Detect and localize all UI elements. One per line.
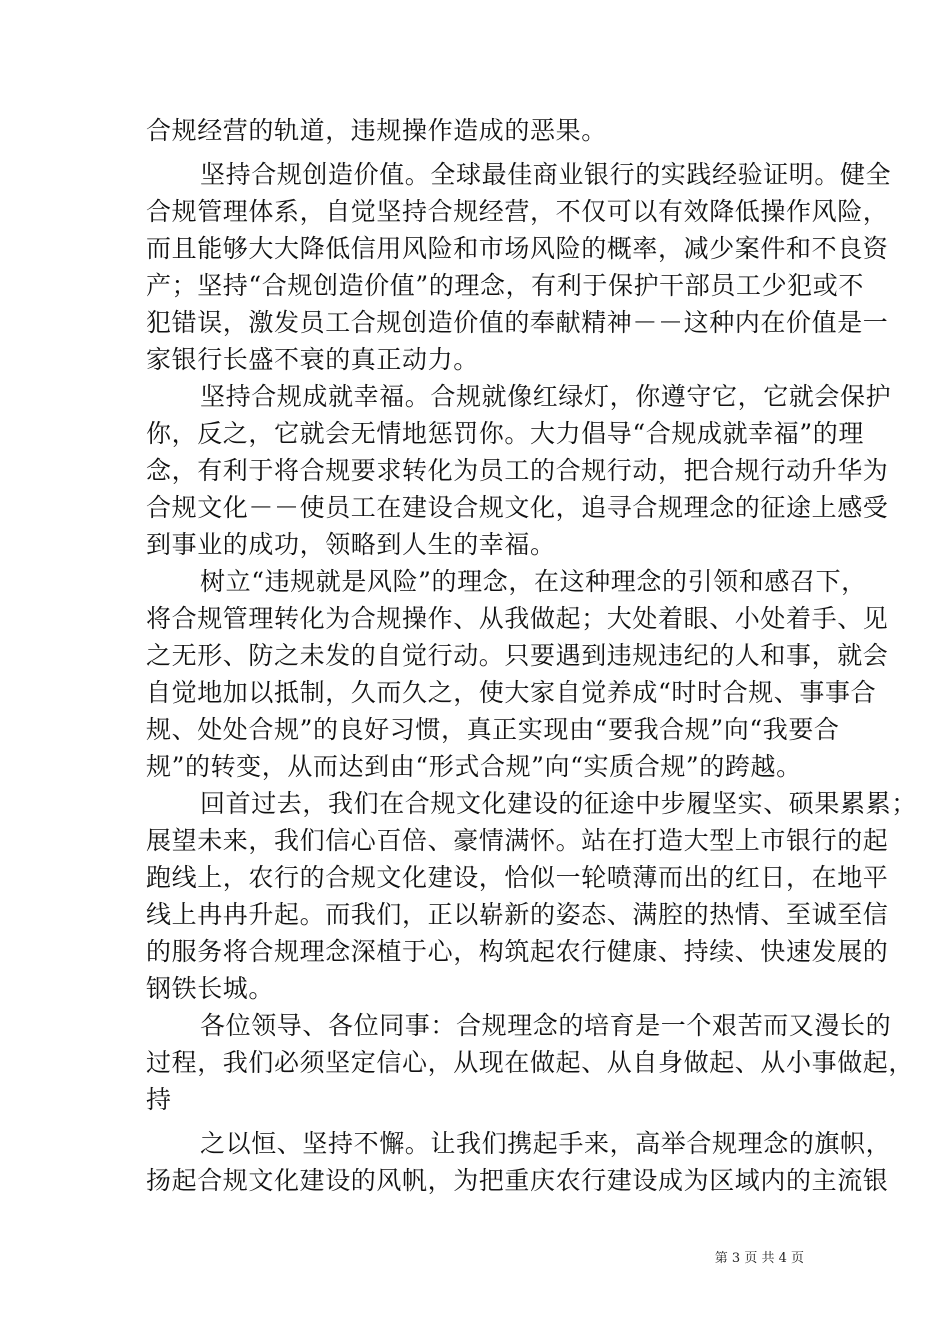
paragraph-first-line: 各位领导、各位同事：合规理念的培育是一个艰苦而又漫长的 [200,1011,892,1040]
text-line: 而且能够大大降低信用风险和市场风险的概率，减少案件和不良资 [146,234,889,263]
text-line: 扬起合规文化建设的风帆，为把重庆农行建设成为区域内的主流银 [146,1166,889,1195]
text-line: 自觉地加以抵制，久而久之，使大家自觉养成“时时合规、事事合 [146,678,877,707]
text-line: 持 [146,1085,172,1114]
text-line: 产；坚持“合规创造价值”的理念，有利于保护干部员工少犯或不 [146,271,864,300]
page-number: 第 3 页 共 4 页 [714,1251,804,1266]
text-line: 到事业的成功，领略到人生的幸福。 [146,530,556,559]
text-line: 的服务将合规理念深植于心，构筑起农行健康、持续、快速发展的 [146,937,889,966]
text-line: 展望未来，我们信心百倍、豪情满怀。站在打造大型上市银行的起 [146,826,889,855]
text-line: 之无形、防之未发的自觉行动。只要遇到违规违纪的人和事，就会 [146,641,889,670]
paragraph-first-line: 坚持合规创造价值。全球最佳商业银行的实践经验证明。健全 [200,160,892,189]
text-line: 合规管理体系，自觉坚持合规经营，不仅可以有效降低操作风险， [146,197,889,226]
paragraph-first-line: 之以恒、坚持不懈。让我们携起手来，高举合规理念的旗帜， [200,1129,892,1158]
text-line: 犯错误，激发员工合规创造价值的奉献精神－－这种内在价值是一 [146,308,889,337]
text-line: 钢铁长城。 [146,974,275,1003]
paragraph-first-line: 回首过去，我们在合规文化建设的征途中步履坚实、硕果累累； [200,789,917,818]
text-line: 家银行长盛不衰的真正动力。 [146,345,479,374]
text-line: 规、处处合规”的良好习惯，真正实现由“要我合规”向“我要合 [146,715,840,744]
text-line: 合规文化－－使员工在建设合规文化，追寻合规理念的征途上感受 [146,493,889,522]
text-line: 跑线上，农行的合规文化建设，恰似一轮喷薄而出的红日，在地平 [146,863,889,892]
text-line: 将合规管理转化为合规操作、从我做起；大处着眼、小处着手、见 [146,604,889,633]
text-line: 规”的转变，从而达到由“形式合规”向“实质合规”的跨越。 [146,752,802,781]
text-line: 线上冉冉升起。而我们，正以崭新的姿态、满腔的热情、至诚至信 [146,900,889,929]
text-line: 你，反之，它就会无情地惩罚你。大力倡导“合规成就幸福”的理 [146,419,864,448]
text-line: 念，有利于将合规要求转化为员工的合规行动，把合规行动升华为 [146,456,889,485]
text-line: 过程，我们必须坚定信心，从现在做起、从自身做起、从小事做起， [146,1048,915,1077]
text-line: 合规经营的轨道，违规操作造成的恶果。 [146,116,607,145]
paragraph-first-line: 树立“违规就是风险”的理念，在这种理念的引领和感召下， [200,567,867,596]
paragraph-first-line: 坚持合规成就幸福。合规就像红绿灯，你遵守它，它就会保护 [200,382,892,411]
